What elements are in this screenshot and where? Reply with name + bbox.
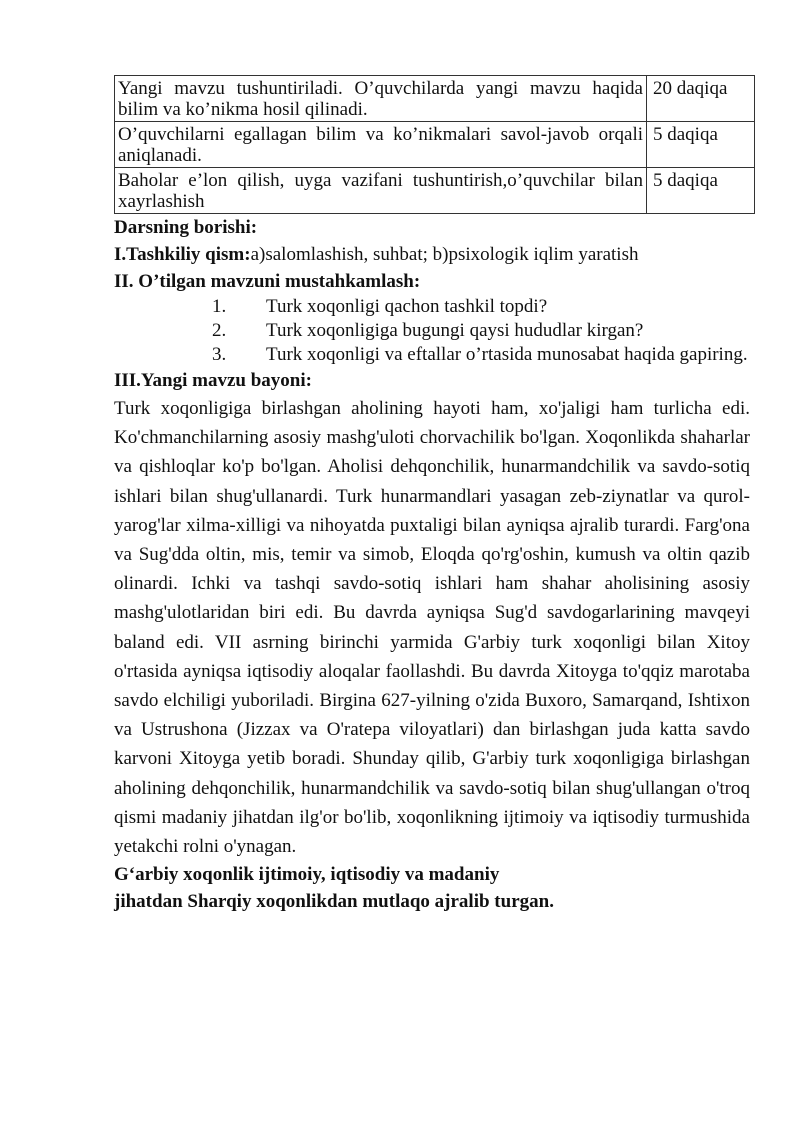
list-item (114, 319, 750, 343)
duration-cell: 20 daqiqa (647, 76, 755, 122)
list-number: 3. (212, 344, 227, 365)
part1-line (114, 241, 750, 268)
question-list (114, 295, 750, 367)
part2-heading: II. O’tilgan mavzuni mustahkamlash: (114, 271, 421, 292)
activity-cell: O’quvchilarni egallagan bilim va ko’nikmalari savol-javob orqali aniqlanadi. (115, 122, 647, 168)
question-text: Turk xoqonligiga bugungi qaysi hududlar kirgan? (266, 320, 644, 341)
list-item (114, 295, 750, 319)
list-item (114, 343, 750, 367)
table-row (115, 168, 755, 214)
part1-text: a)salomlashish, suhbat; b)psixologik iqlim yaratish (250, 244, 639, 265)
question-text: Turk xoqonligi qachon tashkil topdi? (266, 296, 548, 317)
duration-cell: 5 daqiqa (647, 122, 755, 168)
activity-cell: Yangi mavzu tushuntiriladi. O’quvchilarda yangi mavzu haqida bilim va ko’nikma hosil qilinadi. (115, 76, 647, 122)
table-row (115, 76, 755, 122)
table-row (115, 122, 755, 168)
duration-cell: 5 daqiqa (647, 168, 755, 214)
main-paragraph: Turk xoqonligiga birlashgan aholining hayoti ham, xo'jaligi ham turlicha edi. Ko'chmanchilarning asosiy mashg'uloti chorvachilik bo'lgan. Xoqonlikda shaharlar va qishloqlar ko'p bo'lgan. Aholisi dehqonchilik, hunarmandchilik va savdo-sotiq ishlari bilan shug'ullanardi. Turk hunarmandlari yasagan zeb-ziynatlar va qurol-yarog'lar xilma-xilligi va nihoyatda puxtaligi bilan ayniqsa ajralib turardi. Farg'ona va Sug'dda oltin, mis, temir va simob, Eloqda qo'rg'oshin, kumush va oltin qazib olinardi. Ichki va tashqi savdo-sotiq ishlari ham shahar aholisining asosiy mashg'ulotlaridan biri edi. Bu davrda ayniqsa Sug'd savdogarlarining mavqeyi baland edi. VII asrning birinchi yarmida G'arbiy turk xoqonligi bilan Xitoy o'rtasida ayniqsa iqtisodiy aloqalar faollashdi. Bu davrda Xitoyga to'qqiz marotaba savdo elchiligi yuboriladi. Birgina 627-yilning o'zida Buxoro, Samarqand, Ishtixon va Ustrushona (Jizzax va O'ratepa viloyatlari) dan birlashgan juda katta savdo karvoni Xitoyga yetib boradi. Shunday qilib, G'arbiy turk xoqonligiga birlashgan aholining dehqonchilik, hunarmandchilik va savdo-sotiq bilan shug'ullangan o'troq qismi madaniy jihatdan ilg'or bo'lib, xoqonlikning ijtimoiy va iqtisodiy turmushida yetakchi rolni o'ynagan. (114, 398, 750, 858)
list-number: 2. (212, 320, 227, 341)
lesson-plan-table (114, 75, 755, 214)
part1-label: I.Tashkiliy qism: (114, 244, 251, 265)
question-text: Turk xoqonligi va eftallar o’rtasida munosabat haqida gapiring. (266, 344, 748, 365)
activity-cell: Baholar e’lon qilish, uyga vazifani tushuntirish,o’quvchilar bilan xayrlashish (115, 168, 647, 214)
closing-line-1: G‘arbiy xoqonlik ijtimoiy, iqtisodiy va madaniy (114, 864, 500, 886)
part3-heading: III.Yangi mavzu bayoni: (114, 370, 312, 391)
closing-line-2: jihatdan Sharqiy xoqonlikdan mutlaqo ajralib turgan. (114, 891, 554, 913)
list-number: 1. (212, 296, 227, 317)
document-page (114, 75, 750, 915)
lesson-heading: Darsning borishi: (114, 217, 258, 238)
